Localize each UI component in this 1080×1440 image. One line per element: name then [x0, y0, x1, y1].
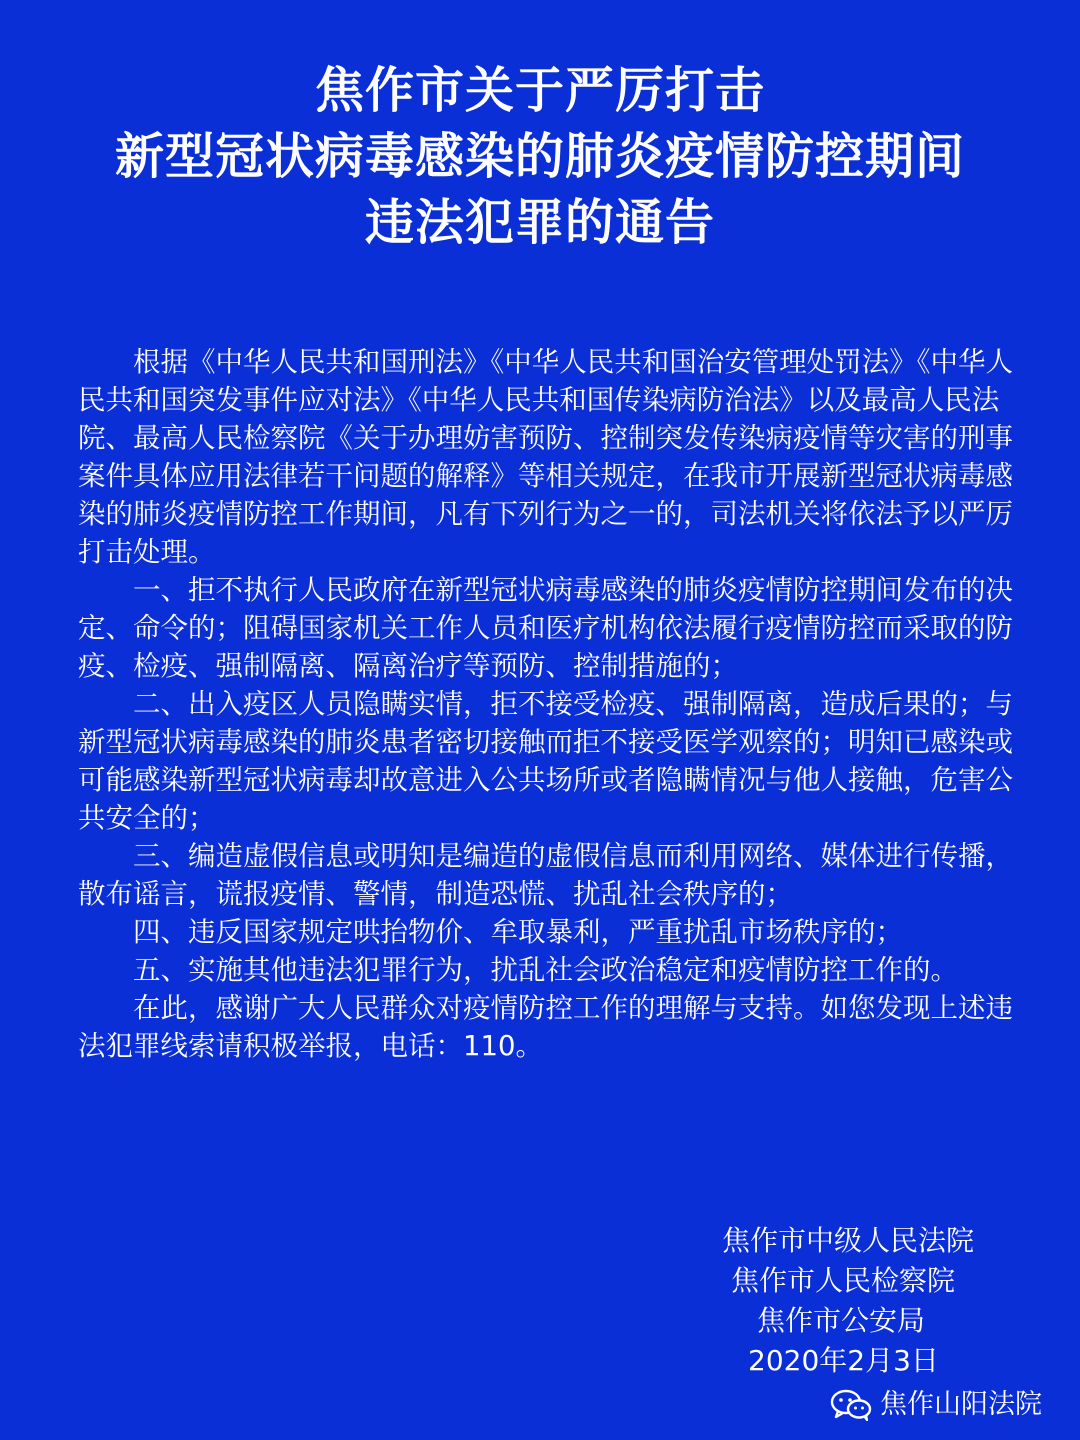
item-5-paragraph: 五、实施其他违法犯罪行为，扰乱社会政治稳定和疫情防控工作的。: [133, 954, 958, 986]
title-line-1: 焦作市关于严厉打击: [314, 62, 765, 119]
wechat-icon: [830, 1388, 872, 1422]
signature-police: 焦作市公安局: [757, 1304, 926, 1337]
signature-date: 2020年2月3日: [748, 1344, 939, 1377]
notice-title: [0, 58, 1080, 256]
title-line-2: 新型冠状病毒感染的肺炎疫情防控期间: [114, 128, 965, 185]
closing-paragraph: 在此，感谢广大人民群众对疫情防控工作的理解与支持。如您发现上述违法犯罪线索请积极举报，电话：110。: [78, 992, 1013, 1062]
signature-procuratorate: 焦作市人民检察院: [731, 1264, 956, 1297]
watermark: [830, 1386, 1042, 1424]
item-4-paragraph: 四、违反国家规定哄抬物价、牟取暴利，严重扰乱市场秩序的；: [133, 916, 903, 948]
item-1-paragraph: 一、拒不执行人民政府在新型冠状病毒感染的肺炎疫情防控期间发布的决定、命令的；阻碍国家机关工作人员和医疗机构依法履行疫情防控而采取的防疫、检疫、强制隔离、隔离治疗等预防、控制措施的；: [78, 574, 1013, 682]
title-line-3: 违法犯罪的通告: [364, 194, 715, 251]
item-2-paragraph: 二、出入疫区人员隐瞒实情，拒不接受检疫、强制隔离，造成后果的；与新型冠状病毒感染的肺炎患者密切接触而拒不接受医学观察的；明知已感染或可能感染新型冠状病毒却故意进入公共场所或者隐瞒情况与他人接触，危害公共安全的；: [78, 688, 1013, 834]
intro-paragraph: 根据《中华人民共和国刑法》《中华人民共和国治安管理处罚法》《中华人民共和国突发事件应对法》《中华人民共和国传染病防治法》以及最高人民法院、最高人民检察院《关于办理妨害预防、控制突发传染病疫情等灾害的刑事案件具体应用法律若干问题的解释》等相关规定，在我市开展新型冠状病毒感染的肺炎疫情防控工作期间，凡有下列行为之一的，司法机关将依法予以严厉打击处理。: [78, 346, 1013, 568]
item-3-paragraph: 三、编造虚假信息或明知是编造的虚假信息而利用网络、媒体进行传播，散布谣言，谎报疫情、警情，制造恐慌、扰乱社会秩序的；: [78, 840, 1013, 910]
notice-body: [78, 343, 1026, 1065]
signature-court: 焦作市中级人民法院: [722, 1224, 975, 1257]
watermark-text: 焦作山阳法院: [880, 1389, 1042, 1420]
